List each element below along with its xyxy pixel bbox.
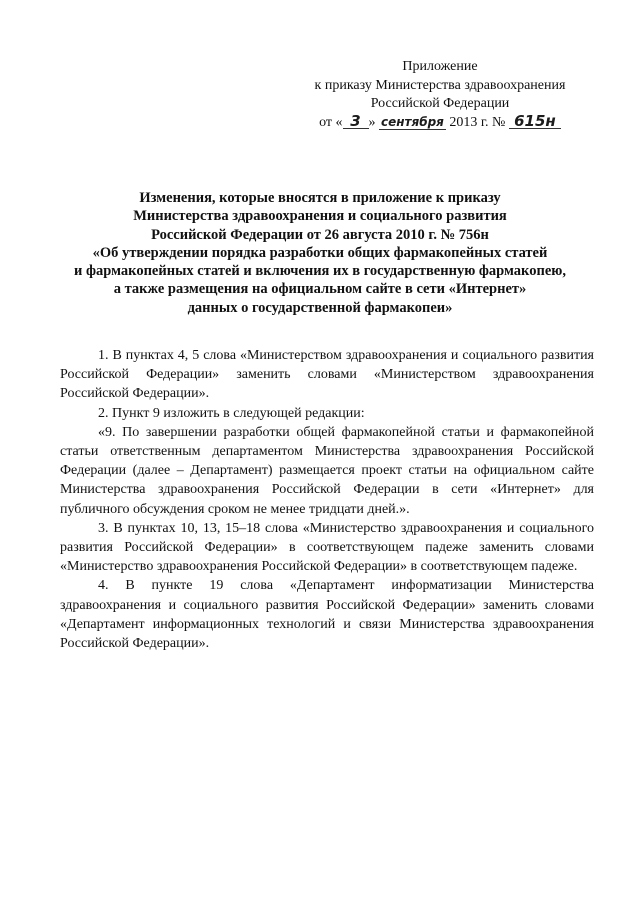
date-year: 2013 г. №	[449, 114, 506, 130]
date-mid: »	[368, 114, 376, 130]
annex-order-ref: к приказу Министерства здравоохранения	[314, 77, 566, 93]
paragraph-1: 1. В пунктах 4, 5 слова «Министерством здравоохранения и социального развития Российской Федерации» заменить словами «Министерством здравоохранения Российской Федерации».	[60, 348, 594, 402]
title-line: а также размещения на официальном сайте в сети «Интернет»	[113, 281, 527, 298]
title-line: Министерства здравоохранения и социального развития	[133, 208, 507, 225]
handwritten-order-number: 615н	[509, 114, 561, 129]
paragraph-2-quote: «9. По завершении разработки общей фармакопейной статьи и фармакопейной статьи ответственным департаментом Министерства здравоохранения Российской Федерации (далее – Департамент) размещается проект статьи на официальном сайте Министерства здравоохранения Российской Федерации в сети «Интернет» для публичного обсуждения сроком не менее тридцати дней.».	[60, 424, 594, 517]
paragraph-3: 3. В пунктах 10, 13, 15–18 слова «Министерство здравоохранения и социального развития Российской Федерации» в соответствующем падеже заменить словами «Министерство здравоохранения Российской Федерации» в соответствующем падеже.	[60, 520, 594, 575]
title-line: Изменения, которые вносятся в приложение к приказу	[139, 190, 501, 206]
document-body	[60, 346, 594, 653]
annex-date-line	[300, 111, 580, 133]
title-line: данных о государственной фармакопеи»	[187, 299, 453, 316]
document-title	[70, 189, 570, 317]
title-line: и фармакопейных статей и включения их в государственную фармакопею,	[74, 263, 566, 280]
paragraph-4: 4. В пункте 19 слова «Департамент информатизации Министерства здравоохранения и социального развития Российской Федерации» заменить словами «Департамент информационных технологий и связи Министерства здравоохранения Российской Федерации».	[60, 578, 594, 652]
handwritten-month: сентября	[381, 114, 444, 129]
handwritten-day: 3	[343, 114, 369, 129]
annex-header	[300, 58, 580, 132]
title-line: Российской Федерации от 26 августа 2010 г. № 756н	[151, 226, 489, 243]
annex-label: Приложение	[402, 59, 478, 74]
paragraph-2: 2. Пункт 9 изложить в следующей редакции:	[98, 405, 365, 421]
date-prefix: от «	[319, 114, 343, 130]
annex-federation: Российской Федерации	[370, 96, 510, 112]
title-line: «Об утверждении порядка разработки общих фармакопейных статей	[92, 244, 548, 261]
